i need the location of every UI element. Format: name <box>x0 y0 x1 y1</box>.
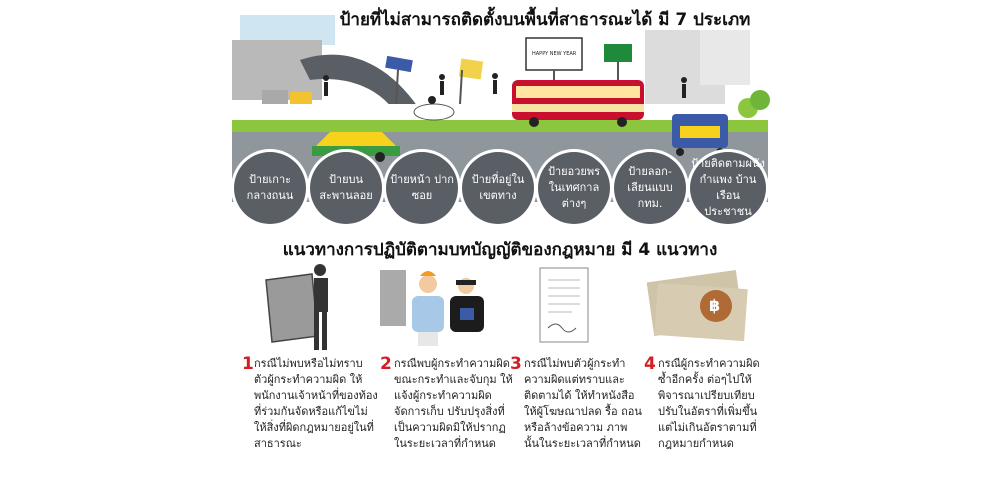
board-1 <box>266 274 318 342</box>
worker-head <box>314 264 326 276</box>
guideline-3-number: 3 <box>510 354 522 374</box>
bus-wheel-front <box>529 117 539 127</box>
sign-type-1: ป้ายเกาะ กลางถนน <box>234 152 306 224</box>
offender-head <box>419 275 437 293</box>
tuk-tuk-wheel-front <box>676 148 684 156</box>
pedestrian-2-body <box>440 81 444 95</box>
pedestrian-3 <box>492 73 498 79</box>
pedestrian-1 <box>323 75 329 81</box>
tuk-tuk-stripe <box>680 126 720 138</box>
offender-body <box>412 296 444 332</box>
building-right-top <box>700 30 750 85</box>
hardhat <box>420 271 436 276</box>
sign-type-7: ป้ายติดตามผนัง กำแพง บ้านเรือน ประชาชน <box>690 152 766 224</box>
pedestrian-1-body <box>324 82 328 96</box>
sign-type-6: ป้ายลอก- เลียนแบบ กทม. <box>614 152 686 224</box>
pedestrian-4-body <box>682 84 686 98</box>
guideline-3-text: กรณีไม่พบตัวผู้กระทำความผิดแต่ทราบและติดตามได้ ให้ทำหนังสือให้ผู้โฆษณาปลด รื้อ ถอน หรือล้างข้อความ ภาพนั้นในระยะเวลาที่กำหนด <box>524 357 642 450</box>
officer-cap <box>456 280 476 285</box>
pedestrian-4 <box>681 77 687 83</box>
guideline-1-number: 1 <box>242 354 254 374</box>
pedestrian-3-body <box>493 80 497 94</box>
baht-icon: ฿ <box>709 296 721 315</box>
sign-type-2: ป้ายบน สะพานลอย <box>310 152 382 224</box>
rider <box>428 96 436 104</box>
sign-type-5: ป้ายอวยพร ในเทศกาล ต่างๆ <box>538 152 610 224</box>
bus-windows <box>516 86 640 98</box>
board-2 <box>380 270 406 326</box>
tree-2 <box>750 90 770 110</box>
sign-type-4: ป้ายที่อยู่ใน เขตทาง <box>462 152 534 224</box>
officer-badge <box>460 308 474 320</box>
sign-type-3: ป้ายหน้า ปากซอย <box>386 152 458 224</box>
taxi-wheel-back <box>375 152 385 162</box>
guideline-2-text: กรณีพบผู้กระทำความผิดขณะกระทำและจับกุม ให้แจ้งผู้กระทำความผิดจัดการเก็บ ปรับปรุงสิ่งที่เป็นความผิดมิให้ปรากฏในระยะเวลาที่กำหนด <box>394 357 513 450</box>
guideline-4-text: กรณีผู้กระทำความผิดซ้ำอีกครั้ง ต่อๆไปให้พิจารณาเปรียบเทียบปรับในอัตราที่เพิ่มขึ้น แต่ไม่เกินอัตราตามที่กฎหมายกำหนด <box>658 357 760 450</box>
worker-leg-left <box>314 312 319 350</box>
document <box>540 268 588 342</box>
billboard-text: HAPPY NEW YEAR <box>532 51 577 57</box>
sign-blue <box>385 56 413 72</box>
guideline-4-number: 4 <box>644 354 656 374</box>
pedestrian-2 <box>439 74 445 80</box>
sign-green <box>604 44 632 62</box>
guideline-2-number: 2 <box>380 354 392 374</box>
offender-legs <box>418 332 438 346</box>
guideline-1-text: กรณีไม่พบหรือไม่ทราบตัวผู้กระทำความผิด ให้พนักงานเจ้าหน้าที่ของท้องที่ร่วมกันจัดหรือแก้ไขไม่ให้สิ่งที่ผิดกฎหมายอยู่ในที่สาธารณะ <box>254 357 378 450</box>
banknote-front <box>654 283 747 341</box>
section-title: แนวทางการปฏิบัติตามบทบัญญัติของกฎหมาย มี 4 แนวทาง <box>282 240 718 260</box>
worker-body <box>314 278 328 312</box>
bus-wheel-back <box>617 117 627 127</box>
worker-leg-right <box>322 312 327 350</box>
motorbike <box>414 104 454 120</box>
bus-stripe <box>512 104 644 112</box>
main-title: ป้ายที่ไม่สามารถติดตั้งบนพื้นที่สาธารณะได้ มี 7 ประเภท <box>339 10 751 30</box>
